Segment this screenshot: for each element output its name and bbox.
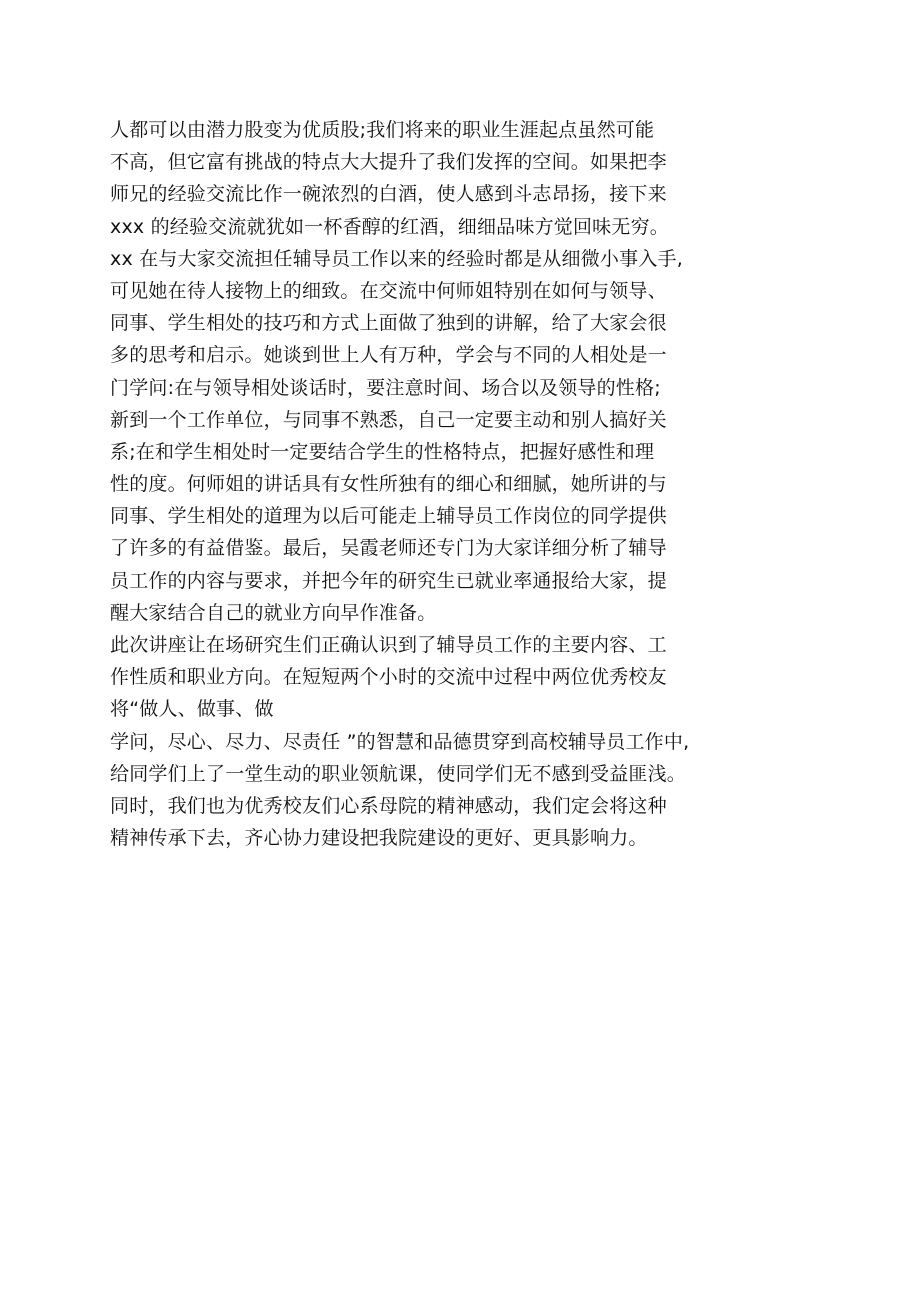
text-line: 同事、学生相处的技巧和方式上面做了独到的讲解，给了大家会很 bbox=[110, 312, 667, 335]
text-line: 可见她在待人接物上的细致。在交流中何师姐特别在如何与领导、 bbox=[110, 279, 667, 302]
body-text bbox=[110, 114, 790, 854]
text-line: 门学问:在与领导相处谈话时，要注意时间、场合以及领导的性格; bbox=[110, 376, 661, 399]
text-line: 新到一个工作单位，与同事不熟悉，自己一定要主动和别人搞好关 bbox=[110, 408, 667, 431]
text-line: xx 在与大家交流担任辅导员工作以来的经验时都是从细微小事入手, bbox=[110, 247, 683, 270]
text-line: 系;在和学生相处时一定要结合学生的性格特点，把握好感性和理 bbox=[110, 440, 655, 463]
text-line: 师兄的经验交流比作一碗浓烈的白酒，使人感到斗志昂扬，接下来 bbox=[110, 183, 667, 206]
text-line: xxx 的经验交流就犹如一杯香醇的红酒，细细品味方觉回味无穷。 bbox=[110, 215, 669, 238]
text-line: 员工作的内容与要求，并把今年的研究生已就业率通报给大家，提 bbox=[110, 569, 667, 592]
text-line: 多的思考和启示。她谈到世上人有万种，学会与不同的人相处是一 bbox=[110, 344, 667, 367]
text-line: 性的度。何师姐的讲话具有女性所独有的细心和细腻，她所讲的与 bbox=[110, 473, 667, 496]
text-line: 了许多的有益借鉴。最后，吴霞老师还专门为大家详细分析了辅导 bbox=[110, 537, 667, 560]
text-line: 人都可以由潜力股变为优质股;我们将来的职业生涯起点虽然可能 bbox=[110, 119, 655, 141]
text-line: 同时，我们也为优秀校友们心系母院的精神感动，我们定会将这种 bbox=[110, 794, 667, 817]
text-line: 精神传承下去，齐心协力建设把我院建设的更好、更具影响力。 bbox=[110, 827, 648, 850]
text-line: 学问，尽心、尽力、尽责任 ”的智慧和品德贯穿到高校辅导员工作中, bbox=[110, 730, 690, 753]
text-line: 作性质和职业方向。在短短两个小时的交流中过程中两位优秀校友 bbox=[110, 666, 667, 689]
text-line: 给同学们上了一堂生动的职业领航课，使同学们无不感到受益匪浅。 bbox=[110, 762, 687, 785]
text-line: 同事、学生相处的道理为以后可能走上辅导员工作岗位的同学提供 bbox=[110, 505, 667, 528]
text-line: 醒大家结合自己的就业方向早作准备。 bbox=[110, 601, 437, 624]
text-line: 将“做人、做事、做 bbox=[110, 698, 274, 721]
text-line: 不高，但它富有挑战的特点大大提升了我们发挥的空间。如果把李 bbox=[110, 151, 667, 174]
text-line: 此次讲座让在场研究生们正确认识到了辅导员工作的主要内容、工 bbox=[110, 634, 667, 656]
